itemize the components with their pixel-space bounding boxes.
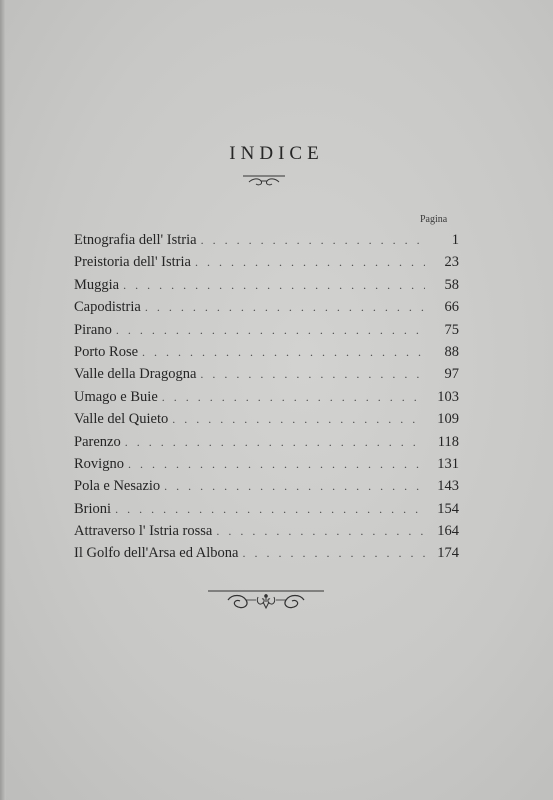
toc-entry[interactable] (74, 274, 459, 296)
toc-entry-page: 131 (437, 455, 459, 472)
toc-entry-label: Pirano (74, 321, 112, 338)
dot-leader (115, 498, 425, 520)
toc-entry[interactable] (74, 319, 459, 341)
dot-leader (216, 520, 425, 542)
dot-leader (172, 408, 425, 430)
toc-entry-page: 75 (444, 321, 459, 338)
toc-entry-page: 118 (437, 433, 459, 450)
toc-entry-page: 164 (437, 523, 459, 540)
toc-entry-page: 103 (437, 388, 459, 405)
tailpiece-ornament (206, 588, 326, 614)
toc-entry[interactable] (74, 520, 459, 542)
toc-entry[interactable] (74, 408, 459, 430)
dot-leader (142, 341, 425, 363)
dot-leader (128, 453, 425, 475)
page-title: INDICE (229, 143, 324, 164)
toc-entry[interactable] (74, 386, 459, 408)
dot-leader (243, 542, 426, 564)
dot-leader (125, 431, 425, 453)
dot-leader (164, 475, 425, 497)
dot-leader (145, 296, 425, 318)
toc-entry-label: Pola e Nesazio (74, 478, 161, 495)
title-flourish-ornament (241, 174, 287, 188)
dot-leader (200, 363, 425, 385)
toc-entry-label: Valle della Dragogna (74, 366, 197, 383)
toc-entry-label: Capodistria (74, 299, 141, 316)
toc-entry-page: 154 (437, 500, 459, 517)
toc-entry-label: Umago e Buie (74, 388, 158, 405)
toc-entry-page: 58 (444, 276, 459, 293)
dot-leader (195, 251, 425, 273)
toc-entry-page: 23 (444, 254, 459, 271)
toc-entry-label: Preistoria dell' Istria (74, 254, 191, 271)
toc-entry[interactable] (74, 296, 459, 318)
toc-entry[interactable] (74, 363, 459, 385)
dot-leader (123, 274, 425, 296)
page-column-header: Pagina (420, 214, 448, 225)
toc-entry-page: 88 (444, 343, 459, 360)
toc-entry-label: Il Golfo dell'Arsa ed Albona (74, 545, 239, 562)
toc-entry-page: 174 (437, 545, 459, 562)
toc-entry-page: 66 (444, 299, 459, 316)
page-spine-shadow (0, 0, 6, 800)
toc-entry-page: 97 (444, 366, 459, 383)
dot-leader (162, 386, 425, 408)
toc-entry-label: Muggia (74, 276, 120, 293)
toc-entry-label: Valle del Quieto (74, 411, 169, 428)
toc-entry[interactable] (74, 475, 459, 497)
toc-entry-page: 109 (437, 411, 459, 428)
toc-entry[interactable] (74, 453, 459, 475)
toc-entry-label: Etnografia dell' Istria (74, 232, 197, 248)
toc-entry-label: Rovigno (74, 455, 124, 472)
dot-leader (116, 319, 425, 341)
table-of-contents (74, 229, 459, 565)
toc-entry-page: 1 (451, 232, 459, 248)
toc-entry[interactable] (74, 431, 459, 453)
toc-entry[interactable] (74, 498, 459, 520)
toc-entry-label: Attraverso l' Istria rossa (74, 523, 213, 540)
dot-leader (201, 229, 425, 251)
toc-entry[interactable] (74, 542, 459, 564)
toc-entry-label: Porto Rose (74, 343, 139, 360)
toc-entry-label: Parenzo (74, 433, 121, 450)
toc-entry[interactable] (74, 229, 459, 251)
toc-entry-page: 143 (437, 478, 459, 495)
toc-entry-label: Brioni (74, 500, 112, 517)
toc-entry[interactable] (74, 341, 459, 363)
toc-entry[interactable] (74, 251, 459, 273)
